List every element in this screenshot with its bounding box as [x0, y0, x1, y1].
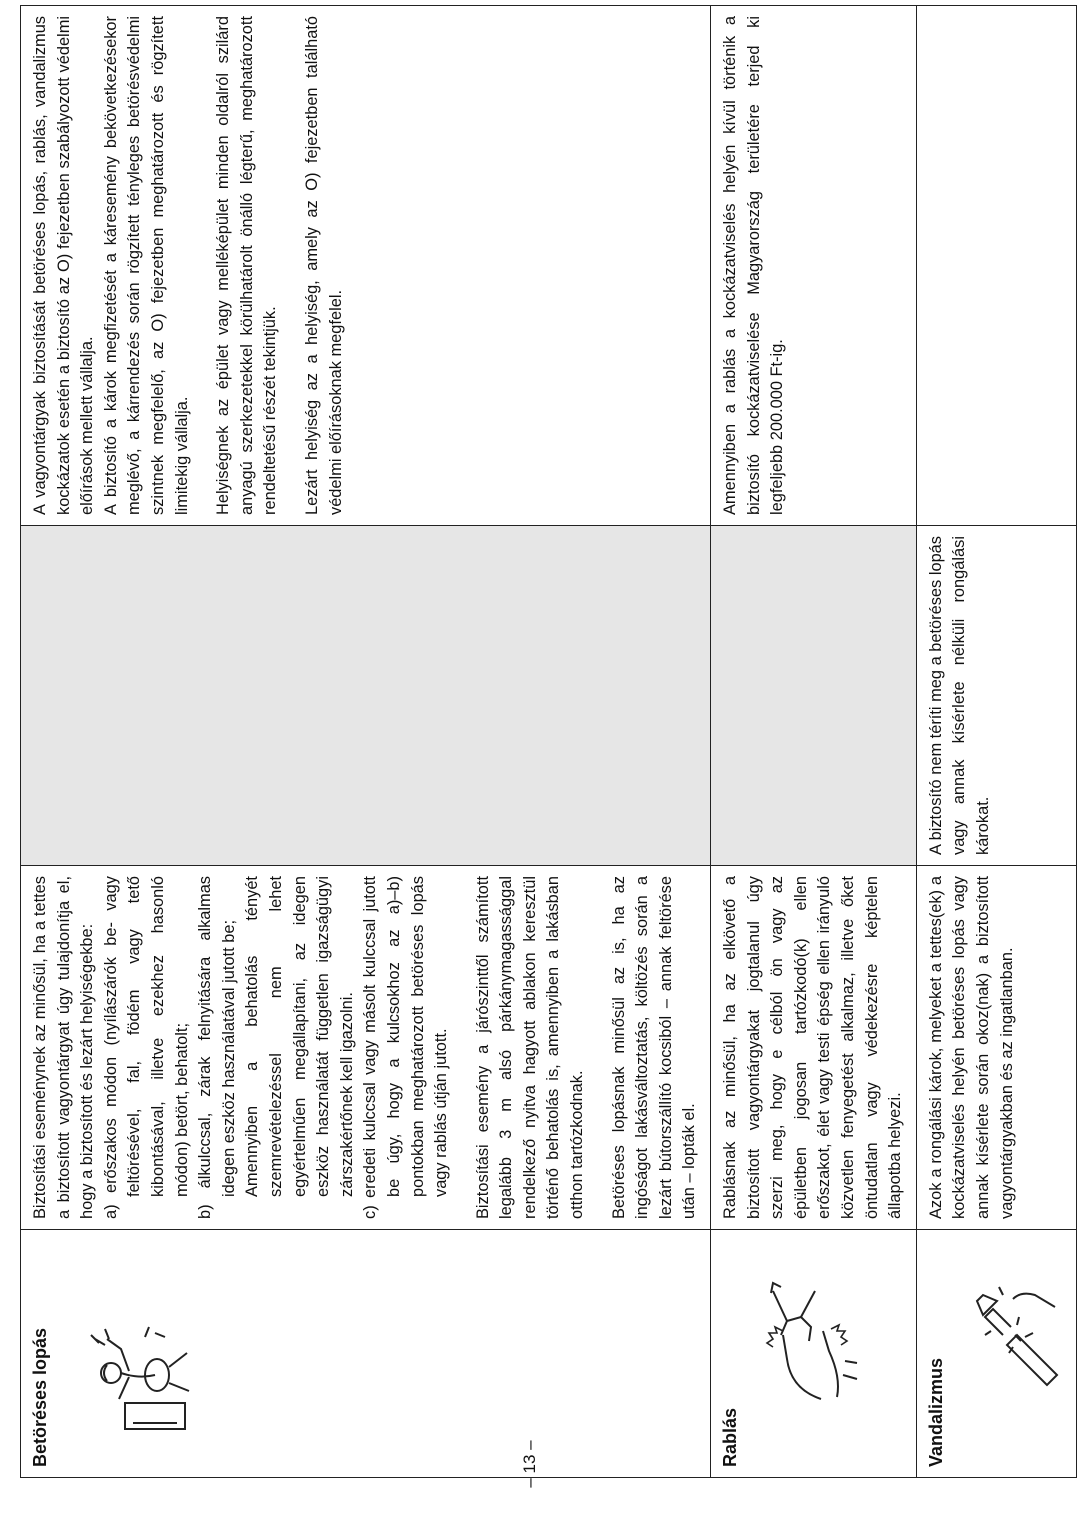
limits-paragraph-4: Lezárt helyiség az a helyiség, amely az O) fejezetben található védelmi előírásoknak megfelel.	[302, 16, 345, 515]
exclusions-cell: A biztosító nem téríti meg a betöréses lopás vagy annak kísérlete nélküli rongálási károkat.	[916, 526, 1076, 866]
limits-cell	[21, 6, 711, 526]
category-cell	[711, 1230, 917, 1478]
category-label: Rablás	[720, 1407, 741, 1467]
limits-paragraph-2: A biztosító a károk megfizetését a káresemény bekövetkezésekor meglévő, a kárrendezés során rögzített tényleges betörésvédelmi szintnek megfelelő, az O) fejezetben meghatározott és rögzített limitekig vállalja.	[101, 16, 191, 515]
definition-cell	[21, 866, 711, 1230]
robbery-illustration	[751, 1275, 861, 1405]
table-row-vandalism	[916, 6, 1076, 1478]
exclusions-cell	[21, 526, 711, 866]
limits-cell	[916, 6, 1076, 526]
burglary-item-b: b) álkulccsal, zárak felnyitására alkalmas idegen eszköz használatával jutott be;	[196, 876, 238, 1219]
vandalism-illustration	[973, 1275, 1069, 1395]
burglary-item-c: c) eredeti kulccsal vagy másolt kulccsal jutott be úgy, hogy a kulcsokhoz az a)–b) pontokban meghatározott betöréses lopás vagy rablás útján jutott.	[361, 876, 451, 1219]
burglary-window-paragraph: Biztosítási esemény a járószinttől számított legalább 3 m alsó párkánymagassággal rendelkező nyitva hagyott ablakon keresztül történő behatolás is, amennyiben a lakásban otthon tartózkodnak.	[473, 876, 587, 1219]
burglary-moving-paragraph: Betöréses lopásnak minősül az is, ha az ingóságot lakásváltoztatás, költözés során a lezárt bútorszállító kocsiból – annak feltörése után – lopták el.	[609, 876, 699, 1219]
table-row-robbery	[711, 6, 917, 1478]
definition-cell: Azok a rongálási károk, melyeket a tettes(ek) a kockázatviselés helyén betöréses lopás vagy annak kísérlete során okoz(nak) a biztosított vagyontárgyakban és az ingatlanban.	[916, 866, 1076, 1230]
page-number: – 13 –	[520, 1440, 539, 1488]
coverage-table	[20, 5, 1077, 1478]
category-label: Vandalizmus	[925, 1357, 946, 1467]
limits-cell: Amennyiben a rablás a kockázatviselés helyén kívül történik a biztosító kockázatviselése Magyarország területére terjed ki legfeljebb 200.000 Ft-ig.	[711, 6, 917, 526]
definition-cell: Rablásnak az minősül, ha az elkövető a biztosított vagyontárgyakat jogtalanul úgy szerzi meg, hogy e célból ön vagy az épületben jogosan tartózkodó(k) ellen erőszakot, élet vagy testi épség ellen irányuló közvetlen fenyegetést alkalmaz, illetve őket öntudatlan vagy védekezésre képtelen állapotba helyezi.	[711, 866, 917, 1230]
table-row-burglary	[21, 6, 711, 1478]
category-label: Betöréses lopás	[30, 1327, 50, 1467]
burglary-item-a: a) erőszakos módon (nyílászárók be- vagy feltörésével, fal, födém vagy tető kibontásával, illetve ezekhez hasonló módon) betört, behatolt;	[101, 876, 191, 1219]
category-cell	[916, 1230, 1076, 1478]
limits-paragraph-3: Helyiségnek az épület vagy melléképület minden oldalról szilárd anyagú szerkezetekkel körülhatárolt önálló légterű, meghatározott rendeltetésű részét tekintjük.	[214, 16, 280, 515]
burglary-item-b-note: Amennyiben a behatolás tényét szemrevételezéssel nem lehet egyértelműen megállapítani, az idegen eszköz használatát független igazságügyi zárszakértőnek kell igazolni.	[243, 876, 356, 1197]
limits-paragraph-1: A vagyontárgyak biztosítását betöréses lopás, rablás, vandalizmus kockázatok esetén a biztosító az O) fejezetben szabályozott védelmi előírások mellett vállalja.	[31, 16, 97, 515]
burglary-intro: Biztosítási eseménynek az minősül, ha a tettes a biztosított vagyontárgyat úgy tulajdonítja el, hogy a biztosított és lezárt helyiségekbe:	[31, 876, 97, 1219]
category-cell	[21, 1230, 711, 1478]
exclusions-cell	[711, 526, 917, 866]
coverage-table-rotated	[20, 6, 1016, 1478]
burglar-illustration	[85, 1317, 195, 1437]
